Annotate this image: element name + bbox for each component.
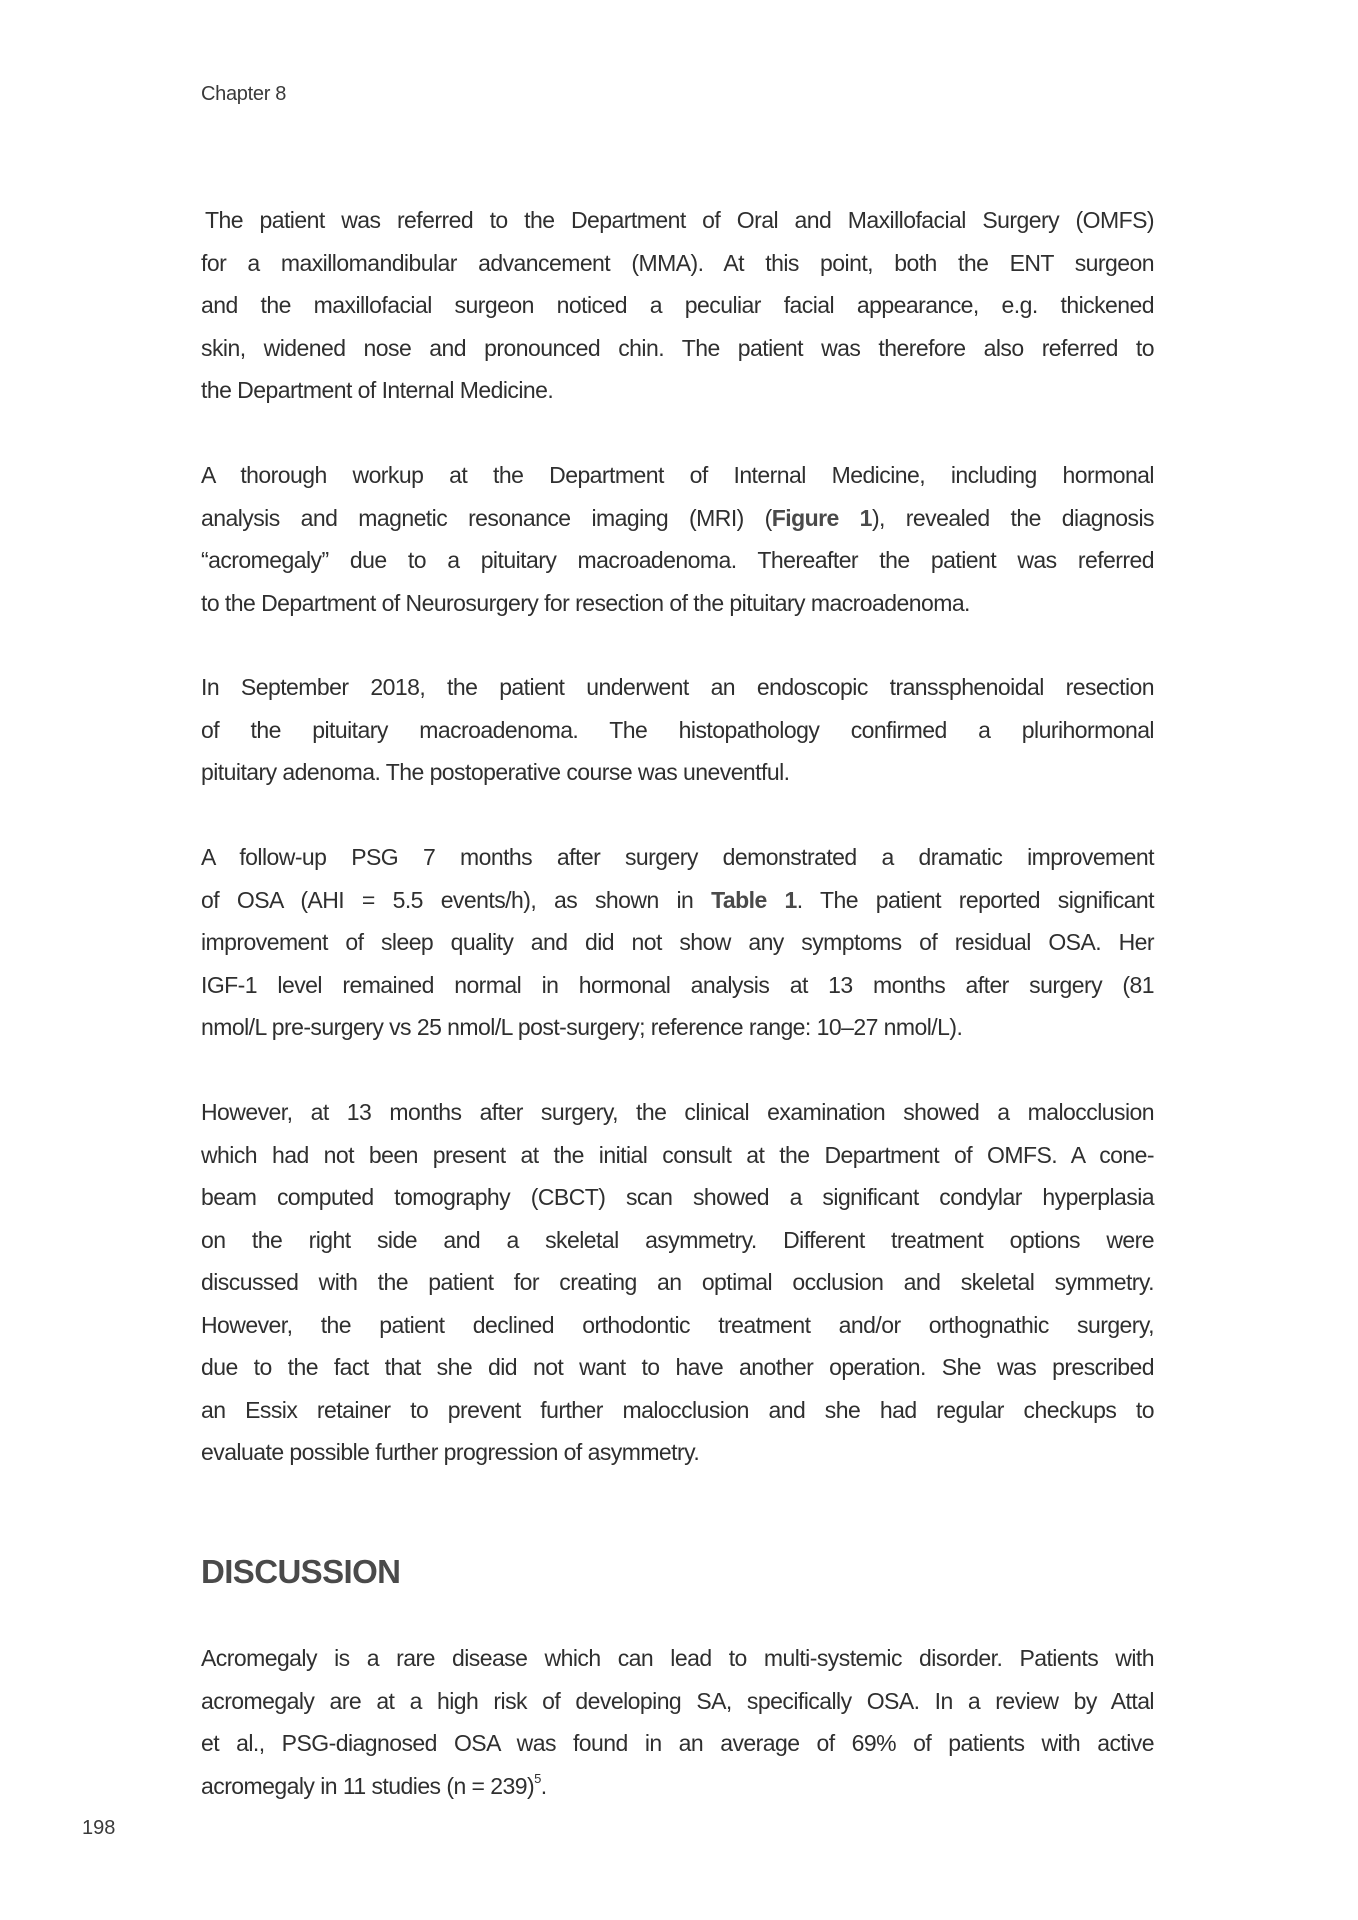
text-line: et al., PSG-diagnosed OSA was found in an average of 69% of patients with active xyxy=(201,1730,1154,1756)
text-line xyxy=(201,497,1154,540)
text-line: an Essix retainer to prevent further malocclusion and she had regular checkups to xyxy=(201,1396,1154,1423)
text-line: However, at 13 months after surgery, the clinical examination showed a malocclusion xyxy=(201,1099,1154,1125)
text-line: improvement of sleep quality and did not show any symptoms of residual OSA. Her xyxy=(201,929,1154,955)
text-line: on the right side and a skeletal asymmetry. Different treatment options were xyxy=(201,1226,1154,1253)
text-line: However, the patient declined orthodontic treatment and/or orthognathic surgery, xyxy=(201,1311,1154,1338)
paragraph-follow-up xyxy=(201,836,1154,1049)
text-line: and the maxillofacial surgeon noticed a peculiar facial appearance, e.g. thickened xyxy=(201,292,1154,318)
text-line: the Department of Internal Medicine. xyxy=(201,377,554,403)
paragraph-discussion xyxy=(201,1637,1154,1807)
text-line xyxy=(201,879,1154,922)
text-line: A thorough workup at the Department of Internal Medicine, including hormonal xyxy=(201,462,1154,488)
text-line: A follow-up PSG 7 months after surgery demonstrated a dramatic improvement xyxy=(201,844,1154,870)
running-head: Chapter 8 xyxy=(201,83,287,105)
text-line: for a maxillomandibular advancement (MMA). At this point, both the ENT surgeon xyxy=(201,249,1154,276)
text-segment: . xyxy=(540,1772,547,1799)
paragraph-referral xyxy=(201,199,1154,412)
text-segment: of OSA (AHI = 5.5 events/h), as shown in xyxy=(201,886,712,913)
text-line: skin, widened nose and pronounced chin. The patient was therefore also referred to xyxy=(201,334,1154,361)
table-reference-link[interactable]: Table 1 xyxy=(711,886,797,913)
text-line: pituitary adenoma. The postoperative course was uneventful. xyxy=(201,759,790,785)
text-segment: ), revealed the diagnosis xyxy=(871,504,1154,531)
text-line: Acromegaly is a rare disease which can lead to multi-systemic disorder. Patients with xyxy=(201,1645,1154,1671)
text-line xyxy=(201,1765,1154,1808)
text-line: IGF-1 level remained normal in hormonal analysis at 13 months after surgery (81 xyxy=(201,971,1154,998)
figure-reference-link[interactable]: Figure 1 xyxy=(771,504,872,531)
text-line: The patient was referred to the Department of Oral and Maxillofacial Surgery (OMFS) xyxy=(205,207,1154,233)
text-line: nmol/L pre-surgery vs 25 nmol/L post-surgery; reference range: 10–27 nmol/L). xyxy=(201,1014,963,1040)
paragraph-resection xyxy=(201,666,1154,794)
text-segment: . The patient reported significant xyxy=(796,886,1154,913)
page-number: 198 xyxy=(82,1817,116,1839)
text-line: of the pituitary macroadenoma. The histopathology confirmed a plurihormonal xyxy=(201,716,1154,743)
text-segment: acromegaly in 11 studies (n = 239) xyxy=(201,1772,535,1799)
text-line: In September 2018, the patient underwent an endoscopic transsphenoidal resection xyxy=(201,674,1154,700)
text-line: acromegaly are at a high risk of developing SA, specifically OSA. In a review by Attal xyxy=(201,1687,1154,1714)
text-line: which had not been present at the initial consult at the Department of OMFS. A cone- xyxy=(201,1141,1154,1168)
text-line: to the Department of Neurosurgery for resection of the pituitary macroadenoma. xyxy=(201,589,970,616)
section-heading-discussion: DISCUSSION xyxy=(201,1553,401,1590)
text-line: evaluate possible further progression of asymmetry. xyxy=(201,1439,700,1465)
citation-superscript[interactable]: 5 xyxy=(534,1770,541,1786)
text-line: beam computed tomography (CBCT) scan showed a significant condylar hyperplasia xyxy=(201,1184,1154,1210)
paragraph-malocclusion xyxy=(201,1091,1154,1474)
text-line: due to the fact that she did not want to have another operation. She was prescribed xyxy=(201,1354,1154,1380)
text-line: “acromegaly” due to a pituitary macroadenoma. Thereafter the patient was referred xyxy=(201,547,1154,573)
text-segment: analysis and magnetic resonance imaging (MRI) ( xyxy=(201,504,772,531)
paragraph-workup xyxy=(201,454,1154,624)
text-line: discussed with the patient for creating an optimal occlusion and skeletal symmetry. xyxy=(201,1269,1154,1295)
